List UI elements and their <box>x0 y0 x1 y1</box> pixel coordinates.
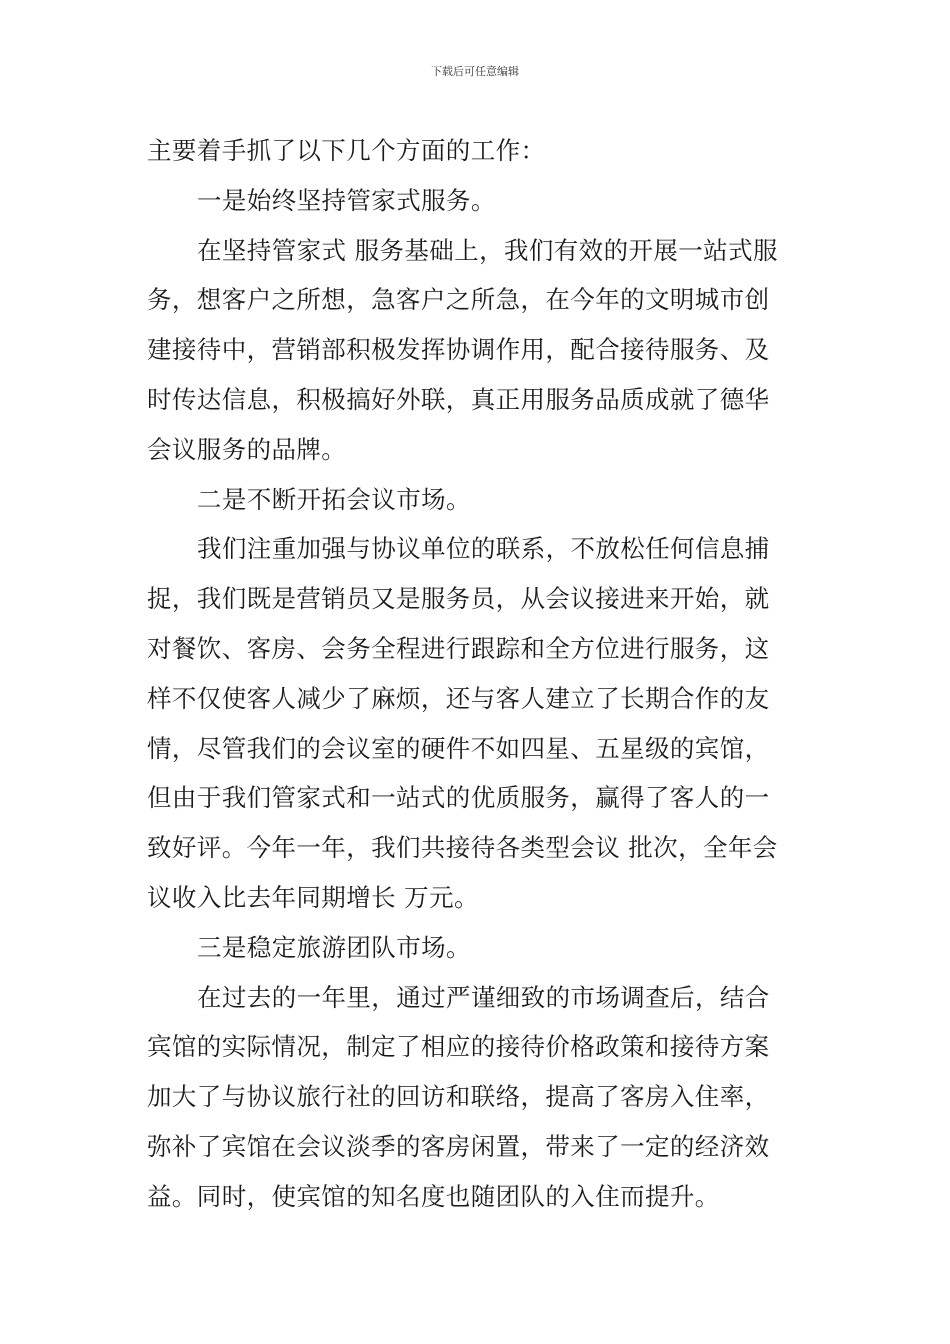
paragraph-line: 致好评。今年一年，我们共接待各类型会议 批次，全年会 <box>147 833 778 863</box>
paragraph-line: 但由于我们管家式和一站式的优质服务，赢得了客人的一 <box>147 783 770 813</box>
paragraph-line: 我们注重加强与协议单位的联系，不放松任何信息捕 <box>197 534 770 564</box>
paragraph-line: 在坚持管家式 服务基础上，我们有效的开展一站式服 <box>197 235 778 265</box>
paragraph-line: 建接待中，营销部积极发挥协调作用，配合接待服务、及 <box>147 335 770 365</box>
paragraph-line: 务，想客户之所想，急客户之所急，在今年的文明城市创 <box>147 285 770 315</box>
document-body <box>147 126 807 1222</box>
body-line: 主要着手抓了以下几个方面的工作： <box>147 136 546 165</box>
paragraph-line: 情，尽管我们的会议室的硬件不如四星、五星级的宾馆， <box>147 733 770 763</box>
paragraph-line: 宾馆的实际情况，制定了相应的接待价格政策和接待方案 <box>147 1032 770 1062</box>
paragraph-line: 益。同时，使宾馆的知名度也随团队的入住而提升。 <box>147 1181 720 1211</box>
section-heading: 一是始终坚持管家式服务。 <box>197 185 496 215</box>
section-heading: 二是不断开拓会议市场。 <box>197 484 471 514</box>
paragraph-line: 捉，我们既是营销员又是服务员，从会议接进来开始，就 <box>147 584 770 614</box>
section-heading: 三是稳定旅游团队市场。 <box>197 932 471 962</box>
paragraph-line: 在过去的一年里，通过严谨细致的市场调查后，结合 <box>197 982 770 1012</box>
paragraph-line: 时传达信息，积极搞好外联，真正用服务品质成就了德华 <box>147 384 770 414</box>
paragraph-line: 样不仅使客人减少了麻烦，还与客人建立了长期合作的友 <box>147 683 770 713</box>
page-header-note: 下载后可任意编辑 <box>431 65 519 78</box>
paragraph-line: 议收入比去年同期增长 万元。 <box>147 882 479 912</box>
paragraph-line: 对餐饮、客房、会务全程进行跟踪和全方位进行服务，这 <box>147 633 770 663</box>
paragraph-line: 加大了与协议旅行社的回访和联络，提高了客房入住率， <box>147 1082 770 1112</box>
paragraph-line: 弥补了宾馆在会议淡季的客房闲置，带来了一定的经济效 <box>147 1131 770 1161</box>
paragraph-line: 会议服务的品牌。 <box>147 434 347 464</box>
